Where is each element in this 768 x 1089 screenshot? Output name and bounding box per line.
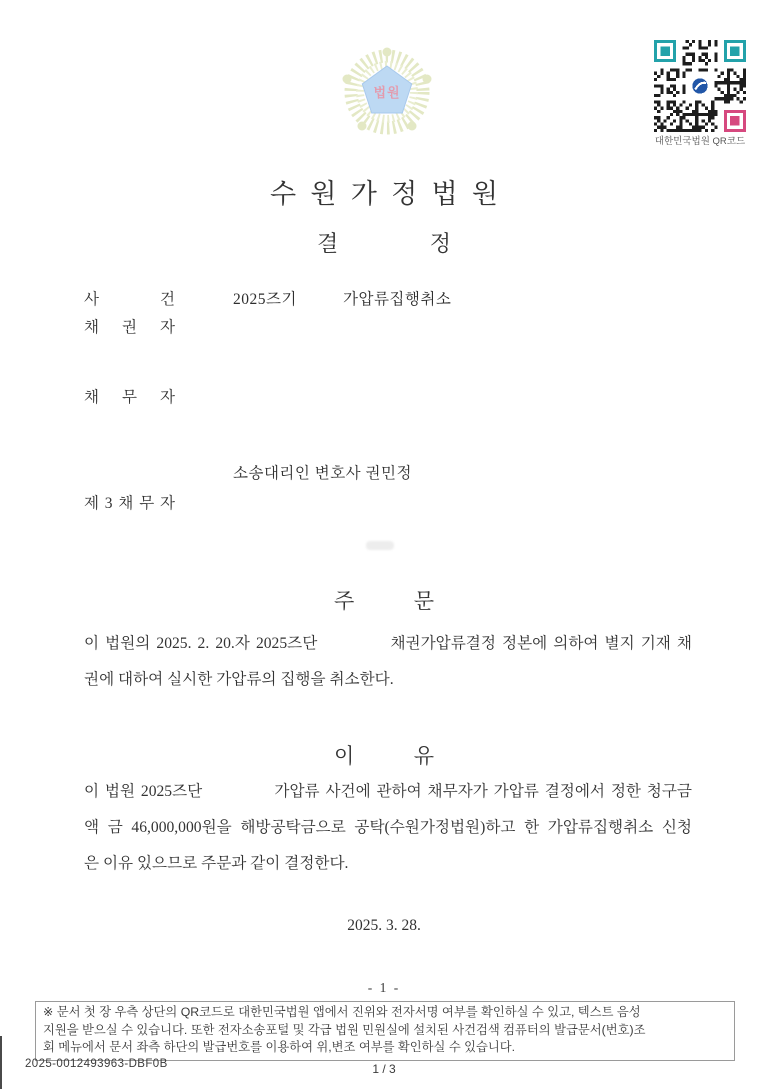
scan-artifact [366, 541, 394, 550]
document-type-heading: 결 정 [317, 231, 451, 256]
notice-line: 지원을 받으실 수 있습니다. 또한 전자소송포털 및 각급 법원 민원실에 설치된 사건검색 컴퓨터의 발급문서(번호)조 [43, 1022, 646, 1037]
debtor-label: 채 무 자 [84, 389, 175, 406]
page-number-marker: - 1 - [367, 980, 401, 995]
scan-edge-artifact [0, 1036, 2, 1089]
qr-finder-top-left [654, 40, 676, 62]
qr-center-logo [689, 75, 711, 97]
reason-heading: 이 유 [334, 744, 434, 768]
reason-line: 은 이유 있으므로 주문과 같이 결정한다. [84, 855, 349, 872]
seal-tip-dot [383, 48, 392, 57]
order-heading: 주 문 [334, 589, 434, 613]
notice-line: 회 메뉴에서 문서 좌측 하단의 발급번호를 이용하여 위,변조 여부를 확인하실 수 있습니다. [43, 1040, 516, 1055]
reason-line: 액 금 46,000,000원을 해방공탁금으로 공탁(수원가정법원)하고 한 가압류집행취소 신청 [84, 819, 692, 836]
qr-caption: 대한민국법원 QR코드 [654, 136, 746, 147]
decision-date: 2025. 3. 28. [347, 917, 421, 934]
court-seal [341, 46, 433, 138]
debtor-row [84, 385, 704, 407]
creditor-row [84, 315, 704, 337]
seal-tip-dot [343, 75, 352, 84]
notice-line: ※ 문서 첫 장 우측 상단의 QR코드로 대한민국법원 앱에서 진위와 전자서명 여부를 확인하실 수 있고, 텍스트 음성 [43, 1005, 641, 1019]
qr-code [654, 40, 746, 137]
seal-text: 법원 [373, 85, 401, 100]
reason-text [84, 779, 692, 887]
order-text [84, 631, 692, 703]
case-label: 사 건 [84, 291, 175, 308]
page-indicator: 1 / 3 [372, 1062, 396, 1076]
creditor-label: 채 권 자 [84, 319, 175, 336]
third-debtor-row [84, 491, 704, 513]
order-line: 이 법원의 2025. 2. 20.자 2025즈단 채권가압류결정 정본에 의하여 별지 기재 채 [84, 635, 692, 652]
seal-tip-dot [408, 122, 417, 131]
case-number: 2025즈기 [233, 291, 297, 308]
issue-number: 2025-0012493963-DBF0B [25, 1058, 168, 1070]
court-name-title: 수 원 가 정 법 원 [270, 179, 498, 209]
case-row [84, 287, 704, 309]
seal-tip-dot [358, 122, 367, 131]
order-line: 권에 대하여 실시한 가압류의 집행을 취소한다. [84, 671, 394, 688]
case-name: 가압류집행취소 [343, 291, 452, 308]
third-debtor-label: 제 3 채 무 자 [84, 495, 175, 512]
qr-finder-top-right [724, 40, 746, 62]
representative-line: 소송대리인 변호사 권민정 [233, 465, 412, 482]
reason-line: 이 법원 2025즈단 가압류 사건에 관하여 채무자가 가압류 결정에서 정한 청구금 [84, 783, 692, 800]
qr-finder-bottom-right [724, 110, 746, 132]
seal-tip-dot [423, 75, 432, 84]
qr-code-image [654, 40, 746, 132]
court-seal-emblem [341, 46, 433, 138]
verification-notice-box [35, 1001, 735, 1061]
